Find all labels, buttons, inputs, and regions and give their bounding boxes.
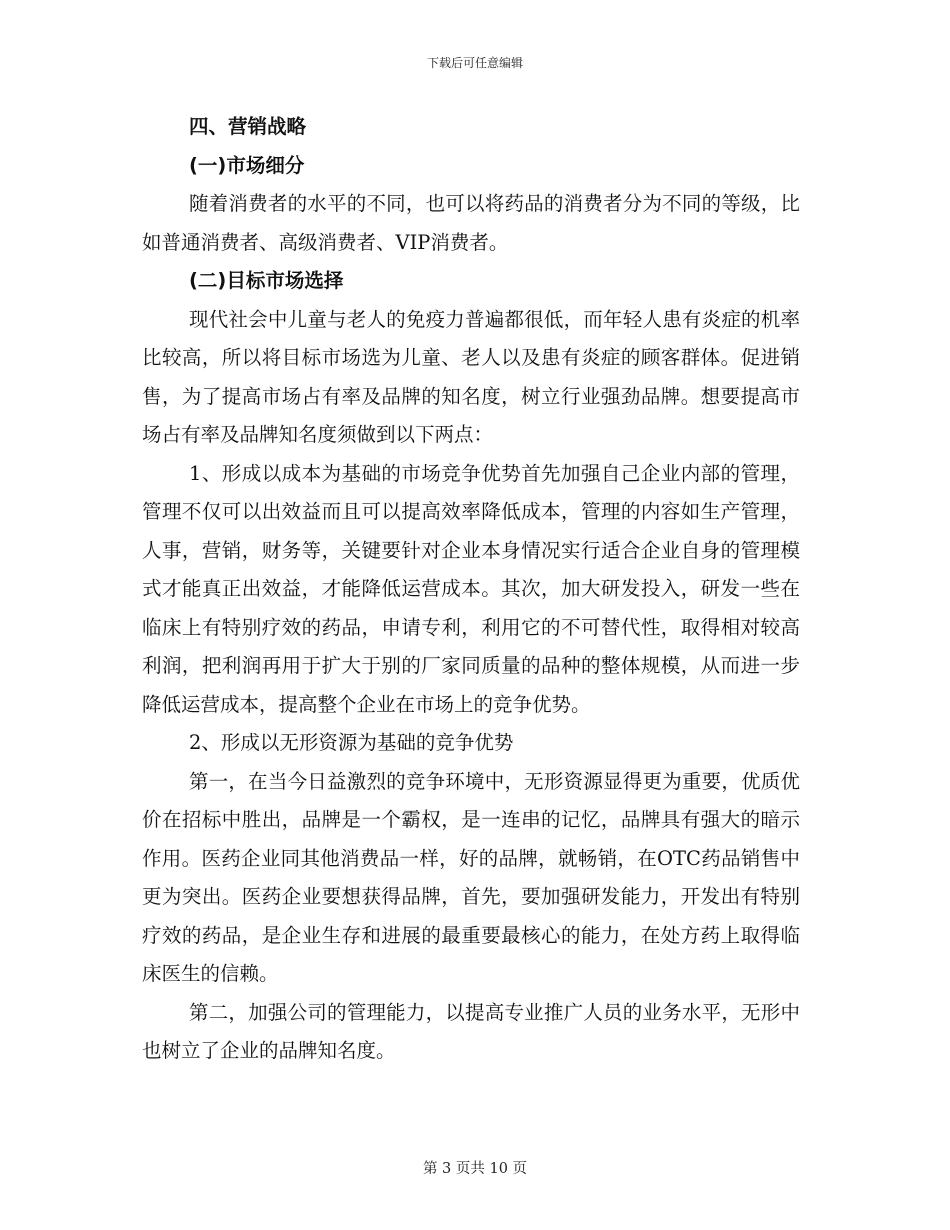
page-number: 第 3 页共 10 页 — [422, 1161, 528, 1177]
subsection-heading-market-segmentation: (一)市场细分 — [189, 153, 305, 177]
paragraph-target-market: 现代社会中儿童与老人的免疫力普遍都很低，而年轻人患有炎症的机率比较高，所以将目标市场选为儿童、老人以及患有炎症的顾客群体。促进销售，为了提高市场占有率及品牌的知名度，树立行业强劲品牌。想要提高市场占有率及品牌知名度须做到以下两点： — [142, 307, 800, 446]
header-note: 下载后可任意编辑 — [426, 56, 523, 70]
paragraph-cost-advantage: 1、形成以成本为基础的市场竞争优势首先加强自己企业内部的管理，管理不仅可以出效益而且可以提高效率降低成本，管理的内容如生产管理，人事，营销，财务等，关键要针对企业本身情况实行适合企业自身的管理模式才能真正出效益，才能降低运营成本。其次，加大研发投入，研发一些在临床上有特别疗效的药品，申请专利，利用它的不可替代性，取得相对较高利润，把利润再用于扩大于别的厂家同质量的品种的整体规模，从而进一步降低运营成本，提高整个企业在市场上的竞争优势。 — [142, 461, 800, 716]
paragraph-segmentation: 随着消费者的水平的不同，也可以将药品的消费者分为不同的等级，比如普通消费者、高级消费者、VIP消费者。 — [142, 192, 800, 254]
section-heading: 四、营销战略 — [189, 115, 307, 138]
document-body — [142, 108, 800, 1071]
paragraph-brand-second: 第二，加强公司的管理能力，以提高专业推广人员的业务水平，无形中也树立了企业的品牌知名度。 — [142, 1000, 800, 1062]
paragraph-brand-first: 第一，在当今日益激烈的竞争环境中，无形资源显得更为重要，优质优价在招标中胜出，品牌是一个霸权，是一连串的记忆，品牌具有强大的暗示作用。医药企业同其他消费品一样，好的品牌，就畅销，在OTC药品销售中更为突出。医药企业要想获得品牌，首先，要加强研发能力，开发出有特别疗效的药品，是企业生存和进展的最重要最核心的能力，在处方药上取得临床医生的信赖。 — [142, 769, 800, 985]
subsection-heading-target-market: (二)目标市场选择 — [189, 269, 344, 292]
paragraph-intangible-heading: 2、形成以无形资源为基础的竞争优势 — [189, 731, 514, 754]
